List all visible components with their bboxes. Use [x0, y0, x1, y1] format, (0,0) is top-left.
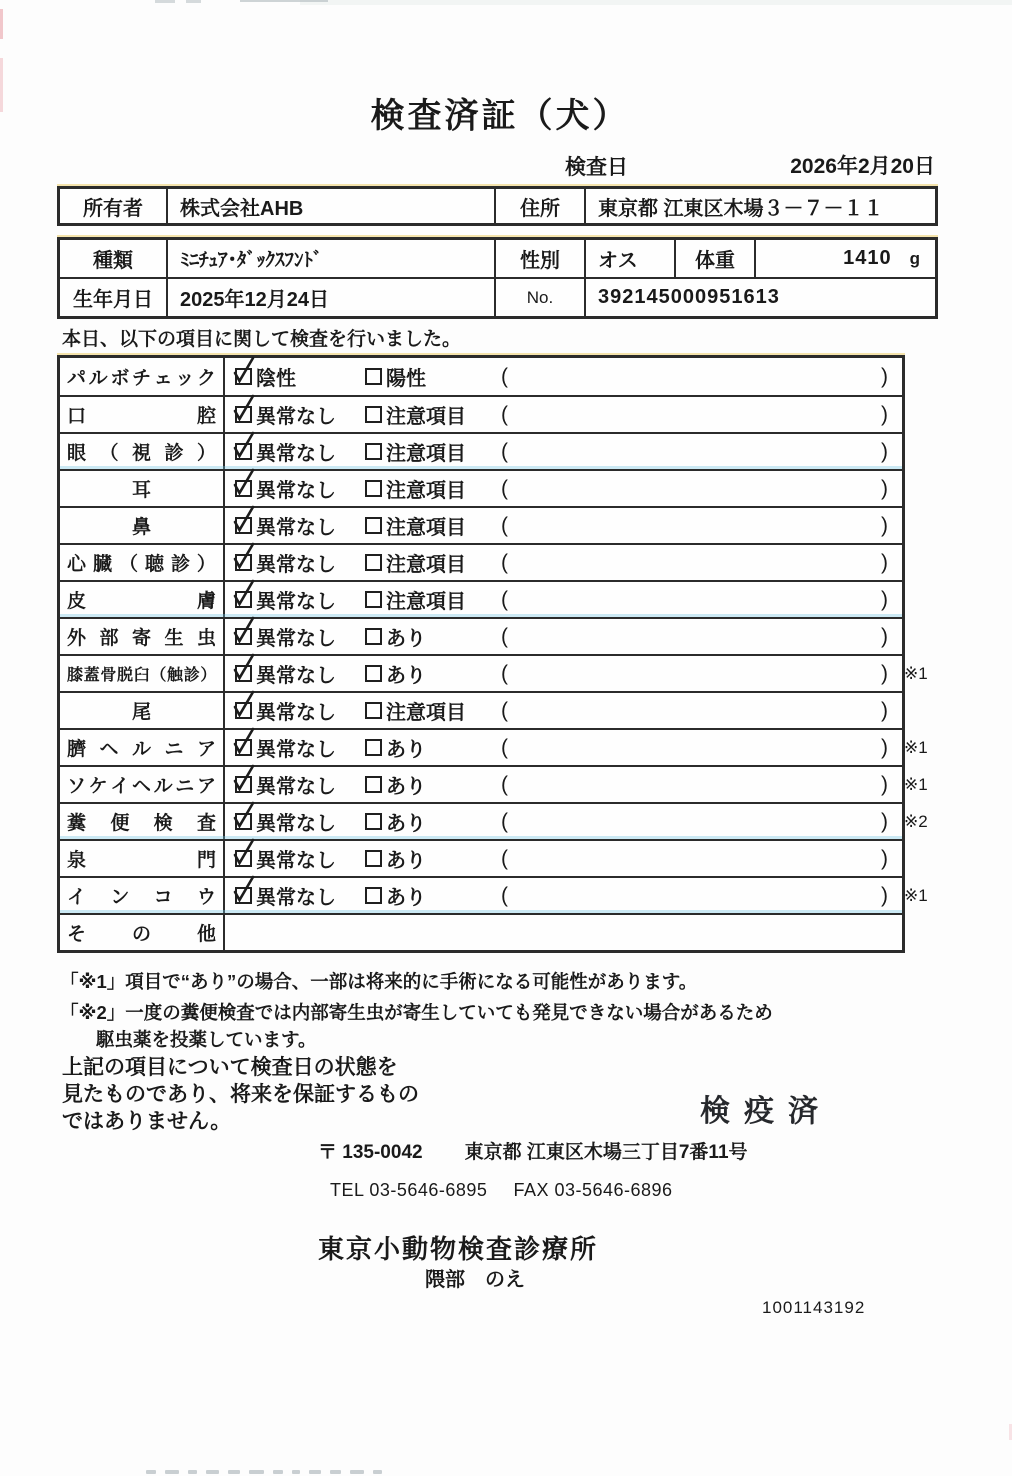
table-row — [60, 543, 902, 580]
item-result — [225, 693, 902, 728]
checkbox-option2 — [365, 406, 382, 423]
close-paren: ) — [881, 587, 888, 611]
item-result — [225, 841, 902, 876]
page-title: 検査済証（犬） — [370, 97, 630, 135]
option1-label: 異常なし — [256, 480, 336, 502]
weight-unit: g — [909, 248, 921, 268]
option2-label: 陽性 — [386, 368, 426, 390]
item-result — [225, 397, 902, 432]
option2-label: 注意項目 — [386, 554, 466, 576]
item-result — [225, 508, 902, 543]
close-paren: ) — [881, 476, 888, 500]
open-paren: ( — [501, 809, 508, 833]
option1-label: 異常なし — [256, 628, 336, 650]
item-name: 糞 便 検 査 — [60, 804, 225, 839]
item-result — [225, 582, 902, 617]
checkbox-option2 — [365, 443, 382, 460]
item-result — [225, 358, 902, 395]
checkbox-option1 — [235, 850, 252, 867]
vet-name: 隈部 のえ — [425, 1269, 525, 1291]
sex-label: 性別 — [496, 240, 586, 277]
item-name: パ ル ボ チ ェ ッ ク — [60, 358, 225, 395]
option2-label: あり — [386, 813, 426, 835]
option2-label: あり — [386, 628, 426, 650]
footnote-ref: ※1 — [904, 663, 928, 683]
inspection-date-label: 検査日 — [565, 156, 628, 179]
checkbox-option1 — [235, 665, 252, 682]
fax-number: FAX 03-5646-6896 — [513, 1180, 673, 1200]
owner-value: 株式会社AHB — [168, 189, 496, 223]
table-row — [60, 802, 928, 839]
option2-label: あり — [386, 850, 426, 872]
open-paren: ( — [501, 698, 508, 722]
checkbox-option2 — [365, 591, 382, 608]
checkbox-option2 — [365, 480, 382, 497]
option2-label: 注意項目 — [386, 443, 466, 465]
item-name: 鼻 — [60, 508, 225, 543]
item-name: 泉 門 — [60, 841, 225, 876]
table-row — [60, 580, 902, 617]
clinic-address: 東京都 江東区木場三丁目7番11号 — [464, 1142, 748, 1163]
close-paren: ) — [881, 550, 888, 574]
item-name: 外 部 寄 生 虫 — [60, 619, 225, 654]
option2-label: 注意項目 — [386, 517, 466, 539]
item-result — [225, 434, 902, 469]
inspection-table — [57, 355, 928, 953]
close-paren: ) — [881, 439, 888, 463]
open-paren: ( — [501, 846, 508, 870]
checkbox-option1 — [235, 739, 252, 756]
open-paren: ( — [501, 364, 508, 388]
table-row — [60, 432, 902, 469]
address-value: 東京都 江東区木場３－７－１１ — [598, 197, 884, 220]
option2-label: あり — [386, 665, 426, 687]
option1-label: 異常なし — [256, 554, 336, 576]
close-paren: ) — [881, 661, 888, 685]
item-name: 尾 — [60, 693, 225, 728]
pet-table — [57, 237, 938, 319]
quarantine-stamp: 検疫済 — [700, 1095, 832, 1128]
option1-label: 異常なし — [256, 887, 336, 909]
item-result — [225, 619, 902, 654]
option1-label: 異常なし — [256, 406, 336, 428]
checkbox-option1 — [235, 443, 252, 460]
item-name: 耳 — [60, 471, 225, 506]
checkbox-option2 — [365, 628, 382, 645]
open-paren: ( — [501, 439, 508, 463]
option2-label: 注意項目 — [386, 702, 466, 724]
close-paren: ) — [881, 735, 888, 759]
close-paren: ) — [881, 883, 888, 907]
close-paren: ) — [881, 513, 888, 537]
option1-label: 陰性 — [256, 368, 296, 390]
birth-value: 2025年12月24日 — [168, 279, 496, 316]
serial-number: 1001143192 — [762, 1298, 866, 1317]
checkbox-option1 — [235, 406, 252, 423]
table-row — [60, 358, 902, 395]
weight-value: 1410 — [843, 247, 892, 269]
item-name: 膝 蓋 骨 脱 臼 （ 触 診 ） — [60, 656, 225, 691]
option2-label: 注意項目 — [386, 406, 466, 428]
footnote-ref: ※1 — [904, 774, 928, 794]
table-row — [60, 839, 902, 876]
checkbox-option2 — [365, 887, 382, 904]
item-result — [225, 545, 902, 580]
checkbox-option2 — [365, 368, 382, 385]
close-paren: ) — [881, 809, 888, 833]
item-name: ソ ケ イ ヘ ル ニ ア — [60, 767, 225, 802]
option2-label: あり — [386, 887, 426, 909]
checkbox-option1 — [235, 554, 252, 571]
breed-value: ﾐﾆﾁｭｱ･ﾀﾞｯｸｽﾌﾝﾄﾞ — [168, 240, 496, 277]
tel-number: TEL 03-5646-6895 — [330, 1180, 488, 1200]
checkbox-option2 — [365, 850, 382, 867]
item-name: 臍 ヘ ル ニ ア — [60, 730, 225, 765]
open-paren: ( — [501, 587, 508, 611]
postal-code: 〒 135-0042 — [318, 1142, 423, 1163]
owner-table — [57, 186, 938, 226]
table-row — [60, 469, 902, 506]
option2-label: 注意項目 — [386, 591, 466, 613]
table-row — [60, 876, 928, 913]
item-name: 眼 （ 視 診 ） — [60, 434, 225, 469]
inspection-date-value: 2026年2月20日 — [790, 155, 935, 178]
checkbox-option2 — [365, 702, 382, 719]
item-name: 口 腔 — [60, 397, 225, 432]
checkbox-option2 — [365, 813, 382, 830]
option1-label: 異常なし — [256, 776, 336, 798]
checkbox-option1 — [235, 813, 252, 830]
open-paren: ( — [501, 402, 508, 426]
clinic-tel-line — [330, 1180, 673, 1201]
option2-label: あり — [386, 776, 426, 798]
option1-label: 異常なし — [256, 739, 336, 761]
item-result — [225, 471, 902, 506]
clinic-postal-line — [318, 1137, 748, 1164]
disclaimer-text: 上記の項目について検査日の状態を 見たものであり、将来を保証するもの ではありません。 — [62, 1056, 419, 1133]
no-label: No. — [496, 279, 586, 316]
birth-label: 生年月日 — [60, 279, 168, 316]
checkbox-option1 — [235, 887, 252, 904]
table-row — [60, 728, 928, 765]
checkbox-option1 — [235, 517, 252, 534]
open-paren: ( — [501, 735, 508, 759]
open-paren: ( — [501, 883, 508, 907]
close-paren: ) — [881, 402, 888, 426]
option1-label: 異常なし — [256, 443, 336, 465]
option1-label: 異常なし — [256, 813, 336, 835]
item-result — [225, 804, 902, 839]
checkbox-option1 — [235, 702, 252, 719]
checkbox-option1 — [235, 776, 252, 793]
item-name: イ ン コ ウ — [60, 878, 225, 913]
option1-label: 異常なし — [256, 850, 336, 872]
option1-label: 異常なし — [256, 591, 336, 613]
option1-label: 異常なし — [256, 702, 336, 724]
item-result — [225, 915, 902, 950]
table-row — [60, 654, 928, 691]
footnote-1: 「※1」項目で“あり”の場合、一部は将来的に手術になる可能性があります。 — [60, 971, 698, 992]
checkbox-option2 — [365, 739, 382, 756]
item-name: 皮 膚 — [60, 582, 225, 617]
address-label: 住所 — [496, 189, 586, 223]
no-value: 392145000951613 — [598, 286, 780, 308]
checkbox-option1 — [235, 628, 252, 645]
table-row — [60, 691, 902, 728]
option1-label: 異常なし — [256, 517, 336, 539]
option1-label: 異常なし — [256, 665, 336, 687]
checkbox-option2 — [365, 776, 382, 793]
open-paren: ( — [501, 513, 508, 537]
scan-artifact — [240, 0, 328, 2]
table-row — [60, 765, 928, 802]
sex-value: オス — [586, 240, 676, 277]
checkbox-option1 — [235, 480, 252, 497]
checkbox-option2 — [365, 517, 382, 534]
footnote-2-line2: 駆虫薬を投薬しています。 — [96, 1029, 317, 1050]
table-row — [60, 913, 902, 950]
checkbox-option2 — [365, 665, 382, 682]
item-result — [225, 656, 902, 691]
clinic-name: 東京小動物検査診療所 — [318, 1234, 599, 1264]
table-row — [60, 506, 902, 543]
open-paren: ( — [501, 661, 508, 685]
footnote-ref: ※1 — [904, 885, 928, 905]
close-paren: ) — [881, 624, 888, 648]
footnote-ref: ※1 — [904, 737, 928, 757]
checkbox-option2 — [365, 554, 382, 571]
breed-label: 種類 — [60, 240, 168, 277]
close-paren: ) — [881, 772, 888, 796]
item-result — [225, 767, 902, 802]
item-result — [225, 730, 902, 765]
item-result — [225, 878, 902, 913]
open-paren: ( — [501, 550, 508, 574]
scan-artifact — [186, 0, 201, 3]
close-paren: ) — [881, 846, 888, 870]
weight-label: 体重 — [676, 240, 756, 277]
close-paren: ) — [881, 698, 888, 722]
item-name: そ の 他 — [60, 915, 225, 950]
open-paren: ( — [501, 476, 508, 500]
checkbox-option1 — [235, 368, 252, 385]
footnote-2-line1: 「※2」一度の糞便検査では内部寄生虫が寄生していても発見できない場合があるため — [60, 1002, 773, 1023]
intro-text: 本日、以下の項目に関して検査を行いました。 — [62, 329, 462, 350]
scan-artifact — [0, 9, 3, 39]
owner-label: 所有者 — [60, 189, 168, 223]
scan-artifact — [155, 0, 175, 3]
scan-artifact — [146, 1470, 382, 1474]
footnote-ref: ※2 — [904, 811, 928, 831]
scan-artifact — [300, 0, 1012, 5]
checkbox-option1 — [235, 591, 252, 608]
open-paren: ( — [501, 624, 508, 648]
open-paren: ( — [501, 772, 508, 796]
option2-label: あり — [386, 739, 426, 761]
item-name: 心 臓 （ 聴 診 ） — [60, 545, 225, 580]
option2-label: 注意項目 — [386, 480, 466, 502]
table-row — [60, 617, 902, 654]
table-row — [60, 395, 902, 432]
close-paren: ) — [881, 364, 888, 388]
